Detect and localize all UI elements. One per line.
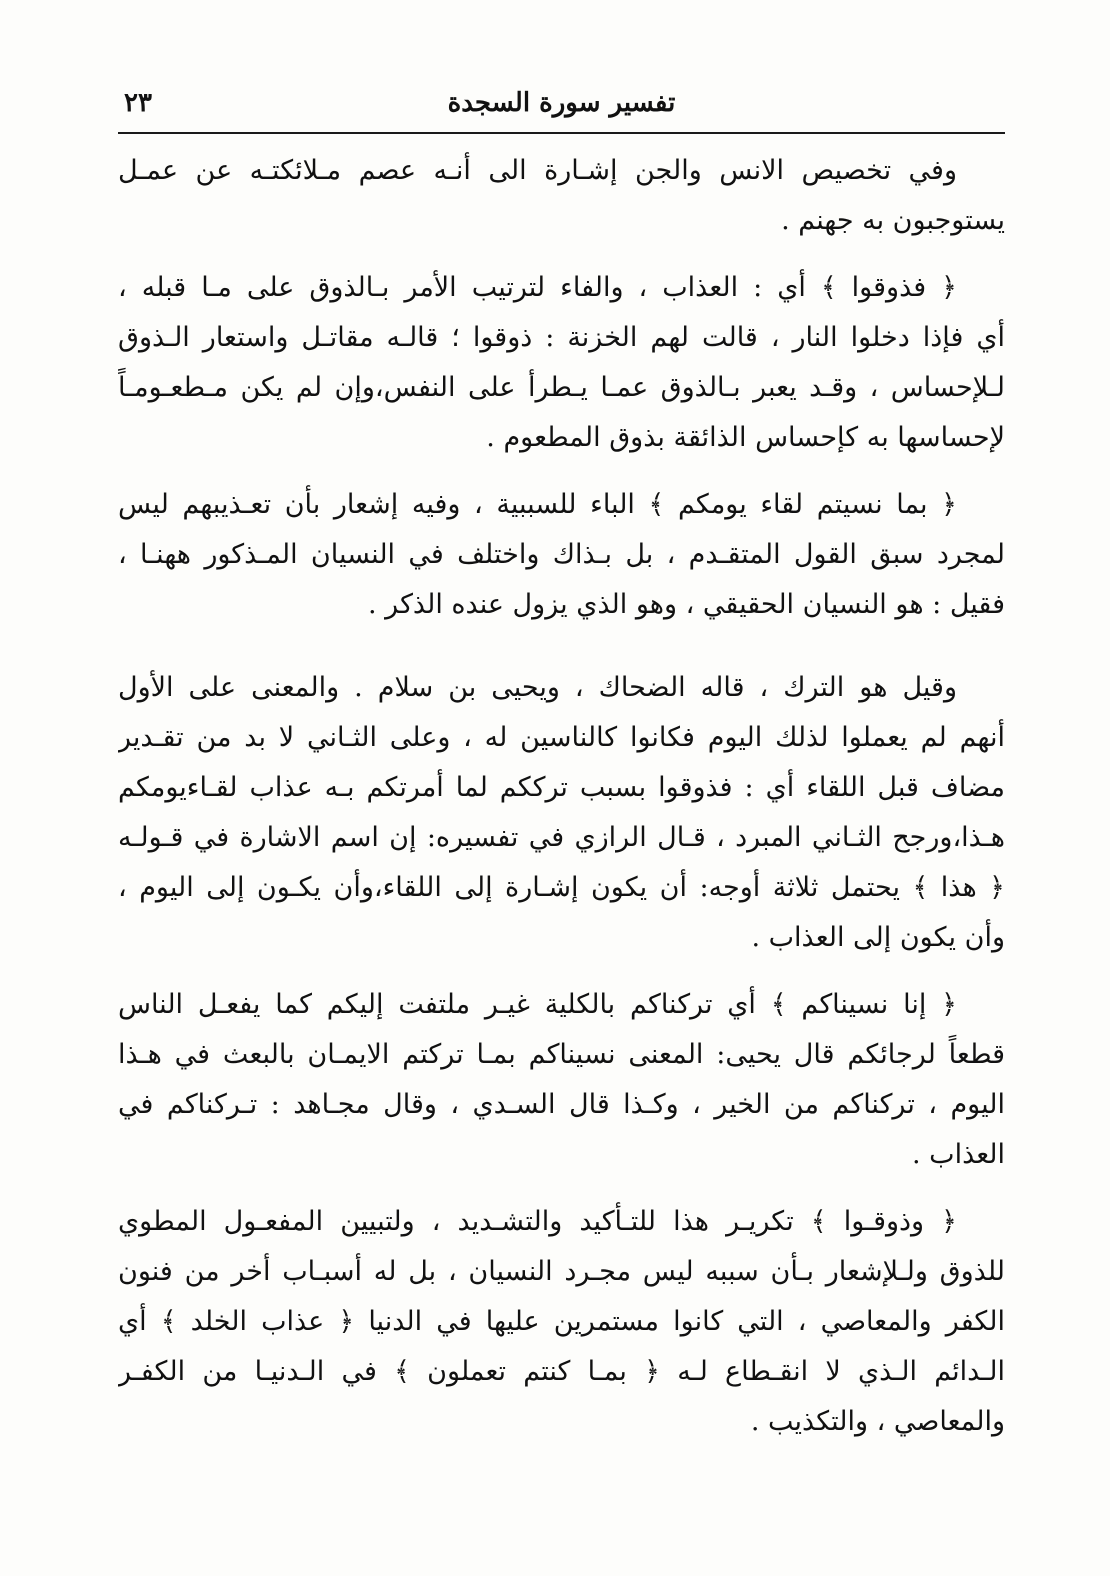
running-title: تفسير سورة السجدة — [447, 88, 676, 118]
page-number: ٢٣ — [124, 88, 152, 118]
text-line: ﴿ بما نسيتم لقاء يومكم ﴾ الباء للسببية ، وفيه إشعار بأن تعـذيبهم ليس — [118, 489, 957, 520]
text-line: قطعاً لرجائكم قال يحيى: المعنى نسيناكم بمـا تركتم الايمـان بالبعث في هـذا — [118, 1039, 1005, 1070]
text-line: العذاب . — [911, 1139, 1005, 1170]
text-line: وقيل هو الترك ، قاله الضحاك ، ويحيى بن سلام . والمعنى على الأول — [118, 672, 957, 703]
text-line: أي فإذا دخلوا النار ، قالت لهم الخزنة : ذوقوا ؛ قالـه مقاتـل واستعار الـذوق — [118, 322, 1005, 353]
paragraph — [118, 146, 1005, 246]
text-line: ﴿ إنا نسيناكم ﴾ أي تركناكم بالكلية غيـر ملتفت إليكم كما يفعـل الناس — [118, 989, 957, 1020]
page-header — [118, 84, 1005, 134]
text-line: وفي تخصيص الانس والجن إشـارة الى أنـه عصم مـلائكتـه عن عمـل — [118, 155, 957, 186]
paragraph-spacer — [118, 463, 1005, 480]
paragraph-spacer — [118, 1180, 1005, 1197]
text-line: ﴿ فذوقوا ﴾ أي : العذاب ، والفاء لترتيب الأمر بـالذوق على مـا قبله ، — [118, 272, 957, 303]
text-line: لـلإحساس ، وقـد يعبر بـالذوق عمـا يـطرأ على النفس،وإن لم يكن مـطعـومـاً — [118, 372, 1005, 403]
text-line: وأن يكون إلى العذاب . — [751, 922, 1005, 953]
text-line: هـذا،ورجح الثـاني المبرد ، قـال الرازي في تفسيره: إن اسم الاشارة في قـولـه — [118, 822, 1005, 853]
text-line: الكفر والمعاصي ، التي كانوا مستمرين عليها في الدنيا ﴿ عذاب الخلد ﴾ أي — [118, 1306, 1005, 1337]
text-line: اليوم ، تركناكم من الخير ، وكـذا قال السـدي ، وقال مجـاهد : تـركناكم في — [118, 1089, 1005, 1120]
text-line: أنهم لم يعملوا لذلك اليوم فكانوا كالناسين له ، وعلى الثـاني لا بد من تقـدير — [118, 722, 1005, 753]
paragraph-spacer — [118, 246, 1005, 263]
paragraph-spacer — [118, 630, 1005, 663]
text-line: يستوجبون به جهنم . — [781, 205, 1005, 236]
text-line: لإحساسها به كإحساس الذائقة بذوق المطعوم . — [486, 422, 1005, 453]
text-line: فقيل : هو النسيان الحقيقي ، وهو الذي يزول عنده الذكر . — [368, 589, 1005, 620]
paragraph — [118, 663, 1005, 963]
text-line: للذوق ولـلإشعار بـأن سببه ليس مجـرد النسيان ، بل له أسبـاب أخر من فنون — [118, 1256, 1005, 1287]
paragraph — [118, 1197, 1005, 1447]
text-line: الـدائم الـذي لا انقـطاع لـه ﴿ بمـا كنتم تعملون ﴾ في الـدنيـا من الكفـر — [118, 1356, 1005, 1387]
text-line: ﴿ هذا ﴾ يحتمل ثلاثة أوجه: أن يكون إشـارة إلى اللقاء،وأن يكـون إلى اليوم ، — [118, 872, 1005, 903]
text-line: ﴿ وذوقـوا ﴾ تكريـر هذا للتـأكيد والتشـديد ، ولتبيين المفعـول المطوي — [118, 1206, 957, 1237]
text-line: لمجرد سبق القول المتقـدم ، بل بـذاك واختلف في النسيان المـذكور ههنـا ، — [118, 539, 1005, 570]
paragraph — [118, 980, 1005, 1180]
paragraph-spacer — [118, 963, 1005, 980]
page-body — [118, 146, 1005, 1447]
text-line: مضاف قبل اللقاء أي : فذوقوا بسبب ترككم لما أمرتكم بـه عذاب لقـاءيومكم — [118, 772, 1005, 803]
paragraph — [118, 263, 1005, 463]
paragraph — [118, 480, 1005, 630]
text-line: والمعاصي ، والتكذيب . — [750, 1406, 1005, 1437]
